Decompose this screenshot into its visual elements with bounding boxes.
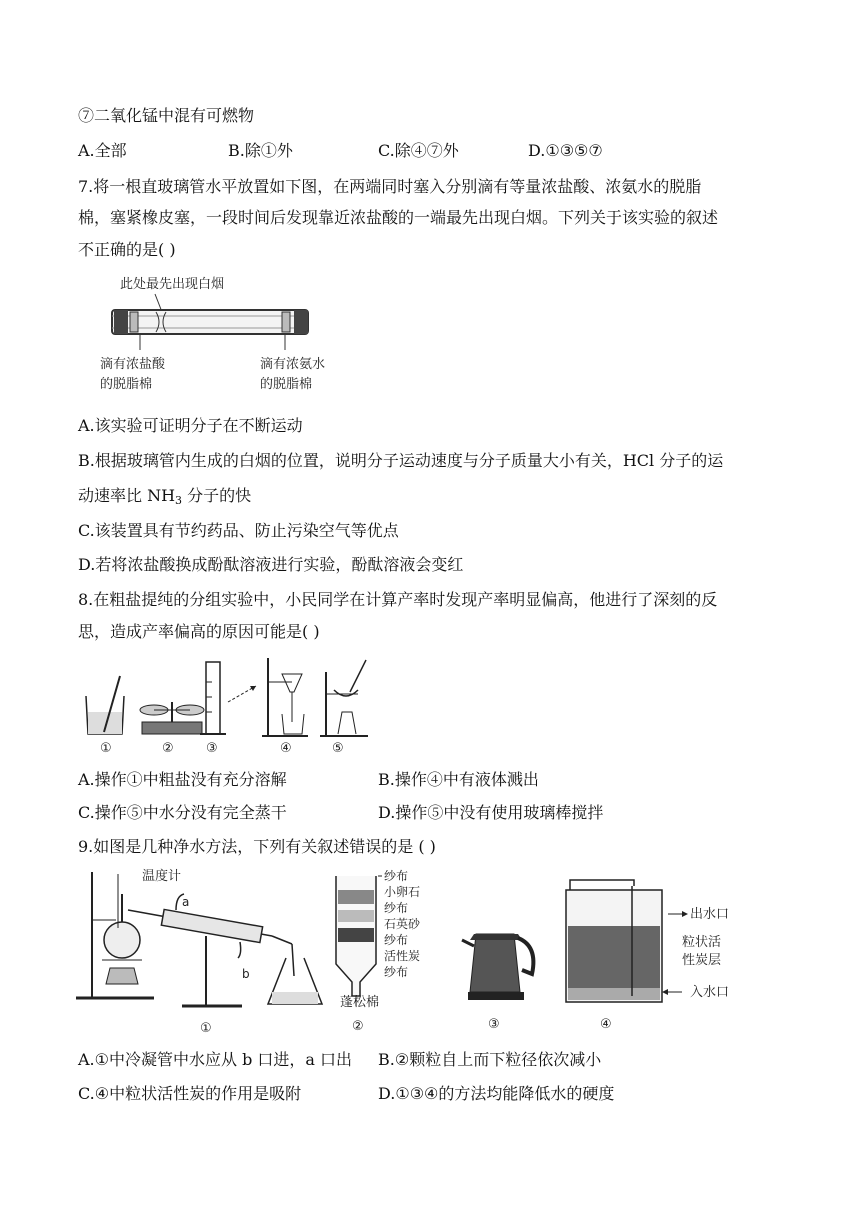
water-purification-figure — [72, 866, 772, 1038]
port-a-label: a — [182, 895, 190, 909]
q8-option-d: D.操作⑤中没有使用玻璃棒搅拌 — [378, 803, 604, 822]
evaporation-icon — [320, 660, 368, 736]
svg-text:纱布: 纱布 — [384, 965, 409, 979]
port-b-label: b — [242, 967, 250, 981]
fig8-label-1: ① — [100, 741, 112, 756]
inlet-label: 入水口 — [690, 985, 730, 1000]
q8-option-a: A.操作①中粗盐没有充分溶解 — [78, 770, 287, 789]
outlet-label: 出水口 — [690, 907, 730, 922]
q8-stem-line-1: 8.在粗盐提纯的分组实验中，小民同学在计算产率时发现产率明显偏高，他进行了深刻的反 — [78, 590, 718, 609]
q6-option-d: D.①③⑤⑦ — [528, 141, 603, 160]
fig9-label-1: ① — [200, 1021, 212, 1036]
filter-layer-labels — [384, 868, 421, 979]
filtration-icon — [262, 658, 308, 736]
q7-stem-line-3: 不正确的是( ) — [78, 240, 176, 259]
hcl-cotton-label-2: 的脱脂棉 — [100, 377, 153, 392]
graduated-cylinder-icon — [200, 662, 226, 734]
q8-stem-line-2: 思，造成产率偏高的原因可能是( ) — [78, 622, 320, 641]
q7-option-a: A.该实验可证明分子在不断运动 — [78, 416, 303, 435]
svg-text:纱布: 纱布 — [384, 901, 409, 915]
q9-option-b: B.②颗粒自上而下粒径依次减小 — [378, 1050, 602, 1069]
hcl-cotton-label-1: 滴有浓盐酸 — [100, 357, 166, 372]
q9-option-d: D.①③④的方法均能降低水的硬度 — [378, 1084, 615, 1103]
beaker-stirring-icon — [86, 676, 124, 734]
fig9-label-4: ④ — [600, 1017, 612, 1032]
q8-option-c: C.操作⑤中水分没有完全蒸干 — [78, 803, 287, 822]
q8-option-b: B.操作④中有液体溅出 — [378, 770, 539, 789]
q6-option-a: A.全部 — [78, 141, 127, 160]
q9-option-c: C.④中粒状活性炭的作用是吸附 — [78, 1084, 302, 1103]
fluffy-cotton-label: 蓬松棉 — [340, 995, 380, 1010]
svg-text:活性炭: 活性炭 — [384, 949, 421, 963]
q9-option-a: A.①中冷凝管中水应从 b 口进，a 口出 — [78, 1050, 353, 1069]
fig8-label-4: ④ — [280, 741, 292, 756]
salt-purification-figure — [80, 652, 375, 756]
white-smoke-label: 此处最先出现白烟 — [120, 277, 225, 292]
svg-text:小卵石: 小卵石 — [384, 885, 421, 899]
thermometer-label: 温度计 — [142, 869, 182, 884]
q7-option-c: C.该装置具有节约药品、防止污染空气等优点 — [78, 521, 399, 540]
nh3-cotton-label-1: 滴有浓氨水 — [260, 357, 326, 372]
balance-icon — [140, 702, 204, 734]
q7-option-b-line-1: B.根据玻璃管内生成的白烟的位置，说明分子运动速度与分子质量大小有关，HCl 分子的运 — [78, 451, 724, 470]
fig8-label-3: ③ — [206, 741, 218, 756]
q7-option-b-line-2: 动速率比 $NH_3$ 分子的快 — [78, 486, 252, 507]
fig9-label-3: ③ — [488, 1017, 500, 1032]
fig9-label-2: ② — [352, 1019, 364, 1034]
q7-stem-line-2: 棉，塞紧橡皮塞，一段时间后发现靠近浓盐酸的一端最先出现白烟。下列关于该实验的叙述 — [78, 208, 719, 227]
q7-stem-line-1: 7.将一根直玻璃管水平放置如下图，在两端同时塞入分别滴有等量浓盐酸、浓氨水的脱脂 — [78, 177, 702, 196]
fig8-label-5: ⑤ — [332, 741, 344, 756]
svg-text:纱布: 纱布 — [384, 869, 409, 883]
q6-option-c: C.除④⑦外 — [378, 141, 459, 160]
simple-water-filter-icon — [336, 876, 376, 1006]
svg-text:纱布: 纱布 — [384, 933, 409, 947]
q7-option-d: D.若将浓盐酸换成酚酞溶液进行实验，酚酞溶液会变红 — [78, 555, 464, 574]
distillation-apparatus-icon — [76, 872, 322, 1006]
q9-stem: 9.如图是几种净水方法，下列有关叙述错误的是 ( ) — [78, 837, 436, 856]
svg-text:石英砂: 石英砂 — [384, 917, 421, 931]
activated-carbon-purifier-icon — [566, 880, 662, 1002]
fig8-label-2: ② — [162, 741, 174, 756]
q6-option-b: B.除①外 — [228, 141, 293, 160]
nh3-cotton-label-2: 的脱脂棉 — [260, 377, 313, 392]
q6-item-7: ⑦二氧化锰中混有可燃物 — [78, 106, 255, 125]
carbon-layer-label-1: 粒状活 — [682, 935, 722, 950]
electric-kettle-icon — [462, 934, 533, 1000]
carbon-layer-label-2: 性炭层 — [682, 953, 722, 968]
glass-tube-figure — [100, 270, 360, 400]
